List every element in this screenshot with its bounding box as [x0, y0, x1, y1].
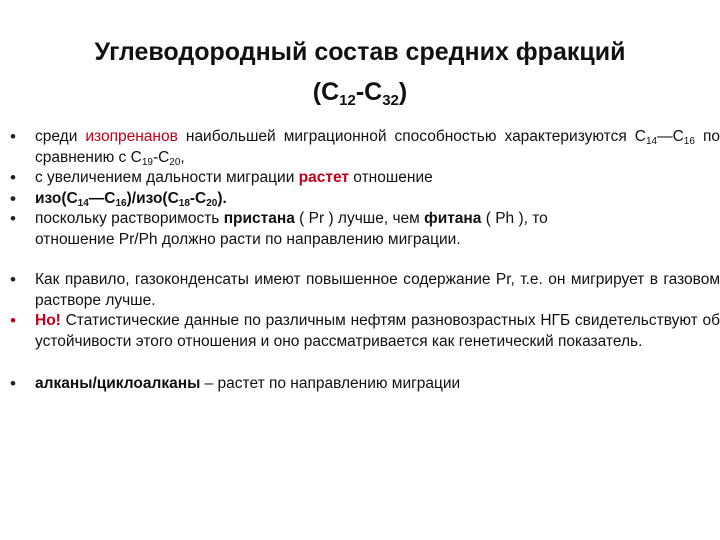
- grows-term: растет: [298, 169, 349, 186]
- bullet-statistics: • Но! Статистические данные по различным нефтям разновозрастных НГБ свидетельствуют об устойчивости этого отношения и оно рассматривается как генетический показатель.: [10, 311, 720, 352]
- alkanes-term: алканы/циклоалканы: [35, 375, 201, 392]
- bullet-list: [10, 127, 720, 395]
- bullet-alkanes: • алканы/циклоалканы – растет по направлению миграции: [10, 374, 720, 395]
- phytane-term: фитана: [424, 210, 482, 227]
- slide-title: [0, 32, 720, 112]
- pristane-term: пристана: [223, 210, 295, 227]
- but-term: Но!: [35, 312, 61, 329]
- bullet-isoprenanes: • среди изопренанов наибольшей миграционной способностью характеризуются $C_{14}—C_{16}$ по сравнению с $C_{19}-C_{20}$,: [10, 127, 720, 168]
- bullet-migration-distance: • с увеличением дальности миграции растет отношение: [10, 168, 720, 189]
- bullet-gas-condensates: • Как правило, газоконденсаты имеют повышенное содержание Pr, т.е. он мигрирует в газовом растворе лучше.: [10, 270, 720, 311]
- bullet-iso-ratio: • $изо(C_{14}—C_{16})/изо(C_{18}-C_{20})$.: [10, 189, 720, 210]
- isoprenanes-term: изопренанов: [85, 128, 178, 145]
- bullet-pristane-phytane: • поскольку растворимость пристана ( Pr ) лучше, чем фитана ( Ph ), то отношение Pr/Ph должно расти по направлению миграции.: [10, 209, 720, 250]
- title-main: Углеводородный состав средних фракций: [94, 38, 626, 66]
- title-formula: $(C_{12}-C_{32})$: [312, 78, 408, 109]
